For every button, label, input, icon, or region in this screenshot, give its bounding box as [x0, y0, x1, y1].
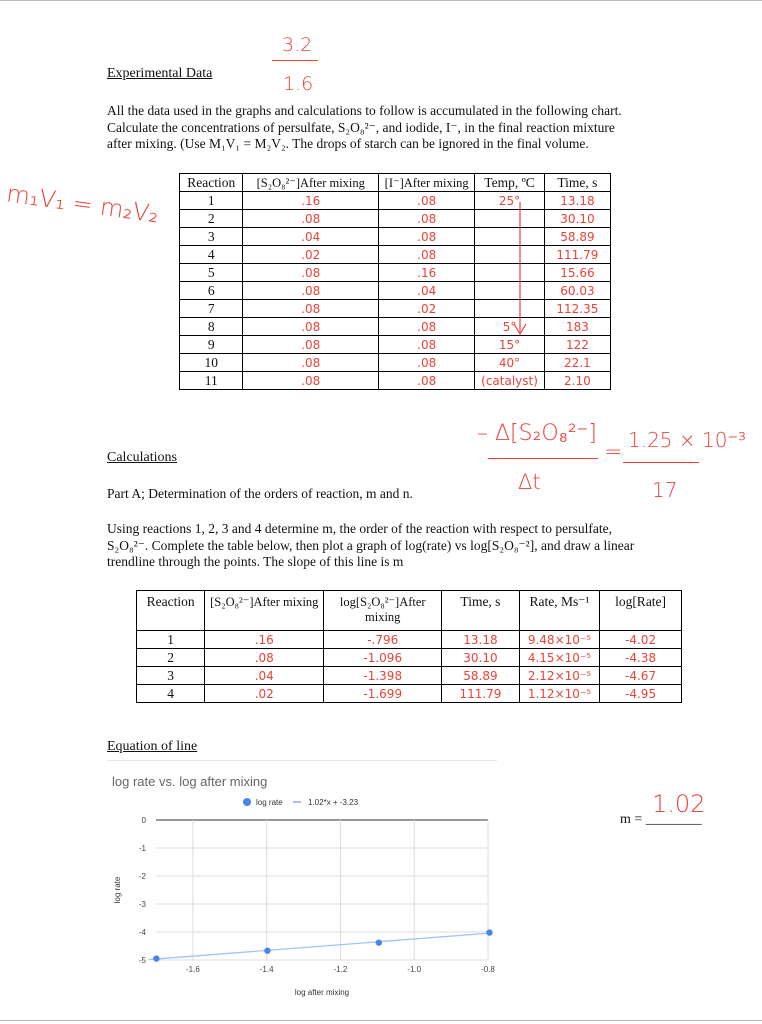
- hw-rate-numerator: – Δ[S₂O₈²⁻]: [477, 421, 597, 446]
- reaction-number: 8: [180, 318, 243, 336]
- table2-cell: 13.18: [442, 631, 520, 649]
- table2-cell: 9.48×10⁻⁵: [519, 631, 599, 649]
- table2-cell: 30.10: [442, 649, 520, 667]
- reaction-number: 5: [180, 264, 243, 282]
- table1-cell: .08: [243, 318, 379, 336]
- table1-cell: 30.10: [544, 210, 610, 228]
- table2-cell: -.796: [324, 631, 442, 649]
- table1-row: [180, 210, 611, 228]
- table1-row: [180, 336, 611, 354]
- table1-cell: 22.1: [544, 354, 610, 372]
- table1-header-iodide: [I⁻]After mixing: [379, 174, 475, 192]
- table1-cell: .08: [243, 210, 379, 228]
- table1-cell: (catalyst): [475, 372, 545, 390]
- x-tick-label: -1.4: [259, 965, 274, 974]
- y-tick-label: -5: [138, 956, 146, 965]
- table1-cell: .02: [379, 300, 475, 318]
- table2-row: [137, 631, 682, 649]
- log-rate-chart: [100, 790, 520, 1005]
- order-persulfate-table: [136, 590, 682, 703]
- table1-header-reaction: Reaction: [180, 174, 243, 192]
- table2-cell: -1.699: [324, 685, 442, 703]
- reaction-number: 6: [180, 282, 243, 300]
- table2-cell: -4.95: [600, 685, 682, 703]
- experimental-data-table: [179, 173, 611, 390]
- table1-row: [180, 228, 611, 246]
- table2-cell: 2.12×10⁻⁵: [519, 667, 599, 685]
- table1-cell: 2.10: [544, 372, 610, 390]
- table1-header-row: [180, 174, 611, 192]
- table1-cell: 40°: [475, 354, 545, 372]
- table1-row: [180, 300, 611, 318]
- hw-top-numerator: 3.2: [282, 34, 313, 56]
- reaction-number: 1: [180, 192, 243, 210]
- data-point: [486, 929, 492, 935]
- chart-title: log rate vs. log after mixing: [112, 774, 268, 789]
- table1-cell: .08: [379, 192, 475, 210]
- hw-top-fraction-bar: [272, 60, 318, 61]
- table1-header-persulfate: [S₂O₈²⁻]After mixing: [243, 174, 379, 192]
- table1-row: [180, 264, 611, 282]
- table1-cell: .08: [379, 228, 475, 246]
- x-tick-label: -1.6: [185, 965, 200, 974]
- y-tick-label: -1: [138, 844, 146, 853]
- hw-rate-equals: =: [604, 440, 623, 465]
- table1-header-time: Time, s: [544, 174, 610, 192]
- table1-cell: .08: [379, 336, 475, 354]
- experimental-data-heading: Experimental Data: [107, 66, 213, 81]
- table1-cell: .08: [379, 318, 475, 336]
- x-tick-label: -1.2: [333, 965, 348, 974]
- table1-cell: 13.18: [544, 192, 610, 210]
- table2-row: [137, 667, 682, 685]
- table2-header-reaction: Reaction: [137, 591, 205, 631]
- table1-cell: 25°: [475, 192, 545, 210]
- reaction-number: 3: [137, 667, 205, 685]
- table1-cell: .08: [243, 336, 379, 354]
- table2-cell: -4.67: [600, 667, 682, 685]
- table1-cell: .16: [243, 192, 379, 210]
- table1-cell: 58.89: [544, 228, 610, 246]
- data-point: [264, 948, 270, 954]
- table2-cell: -1.096: [324, 649, 442, 667]
- table2-cell: .08: [205, 649, 324, 667]
- table1-cell: .04: [243, 228, 379, 246]
- table1-cell: 5°: [475, 318, 545, 336]
- hw-temp-arrow: [505, 200, 535, 340]
- hw-top-denominator: 1.6: [283, 73, 314, 95]
- x-axis-title: log after mixing: [294, 988, 350, 997]
- table2-cell: .16: [205, 631, 324, 649]
- y-axis-title: log rate: [113, 876, 122, 904]
- hw-rate-fraction-bar: [488, 458, 598, 459]
- table1-cell: 60.03: [544, 282, 610, 300]
- table1-row: [180, 318, 611, 336]
- table1-cell: .08: [379, 354, 475, 372]
- table2-cell: 58.89: [442, 667, 520, 685]
- reaction-number: 10: [180, 354, 243, 372]
- table1-cell: .08: [243, 282, 379, 300]
- table1-cell: .08: [379, 210, 475, 228]
- table2-row: [137, 649, 682, 667]
- table2-cell: .04: [205, 667, 324, 685]
- part-a-line-2: S₂O₈²⁻. Complete the table below, then plot a graph of log(rate) vs log[S₂O₈⁻²], and draw a linear: [107, 537, 635, 553]
- trendline: [149, 933, 488, 959]
- hw-rate-denominator: Δt: [518, 470, 541, 494]
- intro-line-3: after mixing. (Use M₁V₁ = M₂V₂. The drops of starch can be ignored in the final volume.: [107, 136, 589, 151]
- data-point: [153, 955, 159, 961]
- table1-cell: .08: [379, 372, 475, 390]
- reaction-number: 3: [180, 228, 243, 246]
- legend-point-marker: [243, 798, 251, 806]
- table1-cell: 111.79: [544, 246, 610, 264]
- table2-cell: 4.15×10⁻⁵: [519, 649, 599, 667]
- equation-of-line-heading: Equation of line: [107, 739, 198, 754]
- table2-header-rate: Rate, Ms⁻¹: [519, 591, 599, 631]
- hw-rate-value: 1.25 × 10⁻³: [628, 428, 747, 452]
- y-tick-label: -4: [138, 928, 146, 937]
- part-a-title: Part A; Determination of the orders of reaction, m and n.: [107, 486, 413, 501]
- m-label: m = ________: [620, 812, 702, 827]
- table1-row: [180, 372, 611, 390]
- table1-cell: .08: [243, 300, 379, 318]
- x-tick-label: -1.0: [407, 965, 422, 974]
- part-a-line-3: trendline through the points. The slope of this line is m: [107, 554, 404, 569]
- table2-header-time: Time, s: [442, 591, 520, 631]
- table2-cell: -4.38: [600, 649, 682, 667]
- table2-header-log-rate: log[Rate]: [600, 591, 682, 631]
- calculations-heading: Calculations: [107, 450, 177, 465]
- table1-cell: .08: [243, 372, 379, 390]
- y-tick-label: 0: [141, 816, 146, 825]
- reaction-number: 4: [180, 246, 243, 264]
- reaction-number: 1: [137, 631, 205, 649]
- table2-cell: 111.79: [442, 685, 520, 703]
- part-a-line-1: Using reactions 1, 2, 3 and 4 determine m, the order of the reaction with respect to persulfate,: [107, 521, 612, 536]
- bottom-border: [0, 1020, 762, 1021]
- x-tick-label: -0.8: [481, 965, 495, 974]
- reaction-number: 2: [137, 649, 205, 667]
- reaction-number: 9: [180, 336, 243, 354]
- table1-cell: 15.66: [544, 264, 610, 282]
- table1-cell: .08: [243, 354, 379, 372]
- table1-row: [180, 354, 611, 372]
- hw-dilution-formula: m₁V₁ = m₂V₂: [4, 179, 161, 229]
- table2-cell: -1.398: [324, 667, 442, 685]
- table1-cell: .04: [379, 282, 475, 300]
- table1-row: [180, 192, 611, 210]
- hw-rate-time: 17: [652, 478, 678, 502]
- table2-cell: .02: [205, 685, 324, 703]
- table2-cell: -4.02: [600, 631, 682, 649]
- table2-header-row: [137, 591, 682, 631]
- part-a-instructions: [107, 521, 747, 571]
- y-tick-label: -2: [138, 872, 146, 881]
- hw-m-answer: 1.02: [652, 790, 706, 818]
- table2-row: [137, 685, 682, 703]
- table1-cell: 112.35: [544, 300, 610, 318]
- chart-top-rule: [107, 760, 497, 761]
- reaction-number: 7: [180, 300, 243, 318]
- table1-row: [180, 282, 611, 300]
- reaction-number: 11: [180, 372, 243, 390]
- table1-cell: 15°: [475, 336, 545, 354]
- legend-trend-label: 1.02*x + -3.23: [308, 798, 359, 807]
- table1-header-temp: Temp, ºC: [475, 174, 545, 192]
- intro-line-1: All the data used in the graphs and calculations to follow is accumulated in the following chart.: [107, 103, 622, 118]
- intro-paragraph: [107, 103, 747, 153]
- top-border: [0, 0, 762, 1]
- table2-header-log-persulfate: log[S₂O₈²⁻]After mixing: [324, 591, 442, 631]
- y-tick-label: -3: [138, 900, 146, 909]
- reaction-number: 2: [180, 210, 243, 228]
- table1-cell: 122: [544, 336, 610, 354]
- table1-cell: .08: [243, 264, 379, 282]
- table1-cell: .08: [379, 246, 475, 264]
- table1-cell: .02: [243, 246, 379, 264]
- data-point: [376, 939, 382, 945]
- table2-header-persulfate: [S₂O₈²⁻]After mixing: [205, 591, 324, 631]
- table1-row: [180, 246, 611, 264]
- table1-cell: 183: [544, 318, 610, 336]
- reaction-number: 4: [137, 685, 205, 703]
- table1-cell: .16: [379, 264, 475, 282]
- hw-rate-value-bar: [623, 462, 699, 463]
- table2-cell: 1.12×10⁻⁵: [519, 685, 599, 703]
- legend-point-label: log rate: [256, 798, 283, 807]
- intro-line-2: Calculate the concentrations of persulfate, S₂O₈²⁻, and iodide, I⁻, in the final reaction mixture: [107, 119, 615, 135]
